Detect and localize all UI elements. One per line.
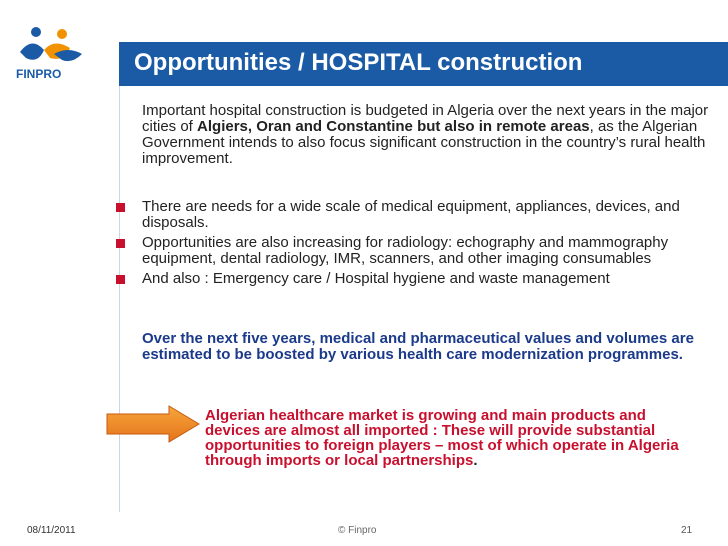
slide-title: Opportunities / HOSPITAL construction — [134, 49, 583, 76]
intro-part1: Important hospital construction is budgeted in Algeria over the next years in the major cities of — [142, 102, 709, 135]
callout-end: . — [473, 452, 478, 469]
footer-date: 08/11/2011 — [27, 525, 76, 536]
right-arrow-icon — [105, 404, 201, 444]
bullet-square-icon — [116, 239, 125, 248]
intro-part2: , as the Algerian Government intends to also focus significant construction in the country’s rural health improvement. — [142, 118, 706, 167]
bullet-item — [116, 235, 712, 267]
intro-paragraph — [142, 103, 712, 167]
title-bar — [119, 42, 728, 86]
bullet-square-icon — [116, 203, 125, 212]
finpro-logo — [10, 20, 94, 90]
bullet-square-icon — [116, 275, 125, 284]
bullet-text: There are needs for a wide scale of medical equipment, appliances, devices, and disposals. — [142, 198, 680, 231]
logo-text: FINPRO — [16, 67, 62, 81]
outlook-paragraph: Over the next five years, medical and pharmaceutical values and volumes are estimated to be boosted by various health care modernization programmes. — [142, 330, 694, 363]
intro-bold: Algiers, Oran and Constantine but also in remote areas — [197, 118, 590, 135]
footer-page-number: 21 — [681, 525, 693, 536]
callout-text — [205, 408, 705, 468]
bullet-list — [116, 199, 712, 291]
footer-copyright: © Finpro — [338, 525, 377, 536]
bullet-text: And also : Emergency care / Hospital hygiene and waste management — [142, 270, 610, 287]
bullet-item — [116, 271, 712, 287]
bullet-text: Opportunities are also increasing for radiology: echography and mammography equipment, dental radiology, IMR, scanners, and other imaging consumables — [142, 234, 669, 267]
callout-body: Algerian healthcare market is growing and main products and devices are almost all imported : These will provide substantial opportunities to foreign players – most of which operate in Algeria through imports or local partnerships — [205, 407, 679, 469]
divider-line — [119, 86, 120, 512]
bullet-item — [116, 199, 712, 231]
